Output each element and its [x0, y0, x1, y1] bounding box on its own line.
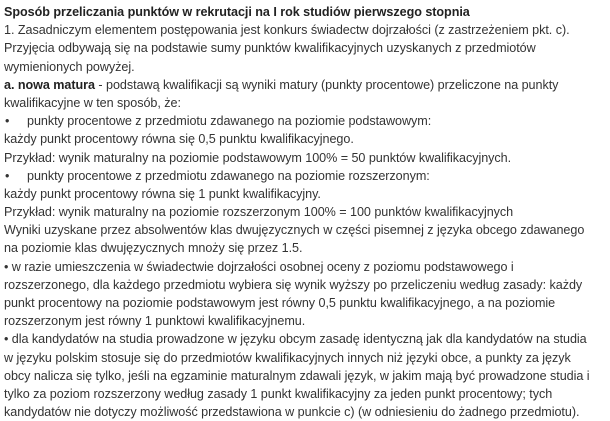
text-line: wymienionych powyżej. — [4, 59, 135, 74]
text-line: kandydatów nie dotyczy możliwość przedstawiona w punkcie c) (w odniesieniu do żadnego przedmiotu). — [4, 405, 580, 420]
text-line: 1. Zasadniczym elementem postępowania jest konkurs świadectw dojrzałości (z zastrzeżeniem pkt. c). — [4, 23, 570, 38]
text-line: każdy punkt procentowy równa się 0,5 punktu kwalifikacyjnego. — [4, 132, 354, 147]
bullet-item — [4, 167, 606, 185]
text-line: • dla kandydatów na studia prowadzone w języku obcym zasadę identyczną jak dla kandydatów na studia — [4, 332, 587, 347]
text-line: w języku polskim stosuje się do przedmiotów kwalifikacyjnych innych niż języki obce, a punkty za język — [4, 350, 571, 365]
text-line: każdy punkt procentowy równa się 1 punkt kwalifikacyjny. — [4, 186, 321, 201]
section-a-line — [4, 76, 606, 94]
text-line: Wyniki uzyskane przez absolwentów klas dwujęzycznych w części pisemnej z języka obcego zdawanego — [4, 223, 585, 238]
section-a-text: - podstawą kwalifikacji są wyniki matury (punkty procentowe) przeliczone na punkty — [94, 77, 559, 92]
text-line: Przyjęcia odbywają się na podstawie sumy punktów kwalifikacyjnych uzyskanych z przedmiotów — [4, 41, 536, 56]
bullet-icon: • — [5, 114, 10, 129]
text-line: punkt procentowy na poziomie podstawowym jest równy 0,5 punktu kwalifikacyjnego, a na poziomie — [4, 296, 556, 310]
text-line: na poziomie klas dwujęzycznych mnoży się przez 1.5. — [4, 241, 303, 256]
text-line: rozszerzonego, dla każdego przedmiotu wybiera się wynik wyższy po przeliczeniu według zasady: każdy — [4, 277, 583, 292]
bullet-item — [4, 112, 606, 130]
bullet-icon: • — [5, 168, 10, 183]
text-line: obcy nalicza się tylko, jeśli na egzaminie maturalnym zdawali język, w jakim mają być prowadzone studia i — [4, 368, 590, 383]
bullet-text: punkty procentowe z przedmiotu zdawanego na poziomie podstawowym: — [27, 114, 432, 129]
text-line: rozszerzonym jest równy 1 punktowi kwalifikacyjnemu. — [4, 314, 306, 329]
text-line: • w razie umieszczenia w świadectwie dojrzałości osobnej oceny z poziomu podstawowego i — [4, 259, 514, 274]
text-line: Przykład: wynik maturalny na poziomie rozszerzonym 100% = 100 punktów kwalifikacyjnych — [4, 205, 514, 220]
text-line: tylko za poziom rozszerzony według zasady 1 punkt kwalifikacyjny za jeden punkt procentowy; tych — [4, 386, 553, 401]
document-title: Sposób przeliczania punktów w rekrutacji na I rok studiów pierwszego stopnia — [4, 5, 470, 19]
bullet-text: punkty procentowe z przedmiotu zdawanego na poziomie rozszerzonym: — [27, 168, 430, 183]
text-line: Przykład: wynik maturalny na poziomie podstawowym 100% = 50 punktów kwalifikacyjnych. — [4, 150, 512, 165]
text-line: kwalifikacyjne w ten sposób, że: — [4, 95, 181, 110]
section-a-label: a. nowa matura — [4, 77, 95, 92]
